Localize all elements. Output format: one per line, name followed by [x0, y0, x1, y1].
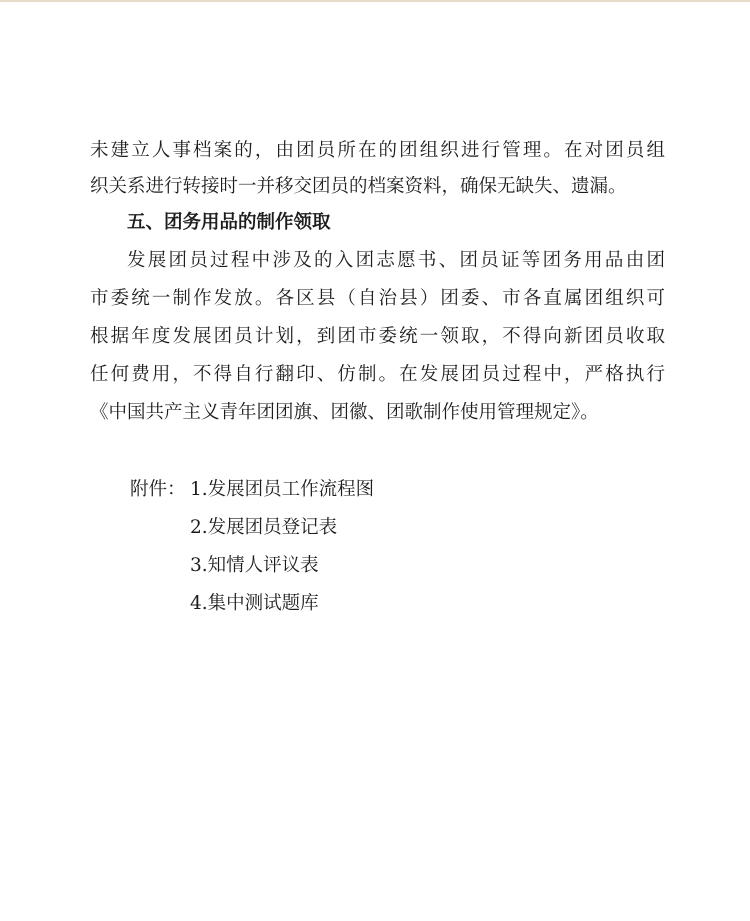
- attachments-label: 附件：: [130, 479, 186, 500]
- paragraph-line: 织关系进行转接时一并移交团员的档案资料，确保无缺失、遗漏。: [90, 176, 627, 197]
- attachment-item: 4.集中测试题库: [190, 593, 319, 614]
- paragraph-line: 市委统一制作发放。各区县（自治县）团委、市各直属团组织可: [90, 288, 665, 309]
- paragraph-line: 《中国共产主义青年团团旗、团徽、团歌制作使用管理规定》。: [90, 402, 599, 423]
- document-body: [90, 0, 665, 921]
- attachment-item: 3.知情人评议表: [190, 555, 319, 576]
- section-heading: 五、团务用品的制作领取: [127, 212, 331, 233]
- paragraph-line: 任何费用，不得自行翻印、仿制。在发展团员过程中，严格执行: [90, 364, 665, 385]
- attachment-item: 2.发展团员登记表: [190, 517, 338, 538]
- attachment-item: 1.发展团员工作流程图: [190, 479, 375, 500]
- paragraph-line: 未建立人事档案的，由团员所在的团组织进行管理。在对团员组: [90, 140, 665, 161]
- paragraph-line: 根据年度发展团员计划，到团市委统一领取，不得向新团员收取: [90, 326, 665, 347]
- paragraph-line: 发展团员过程中涉及的入团志愿书、团员证等团务用品由团: [127, 250, 665, 271]
